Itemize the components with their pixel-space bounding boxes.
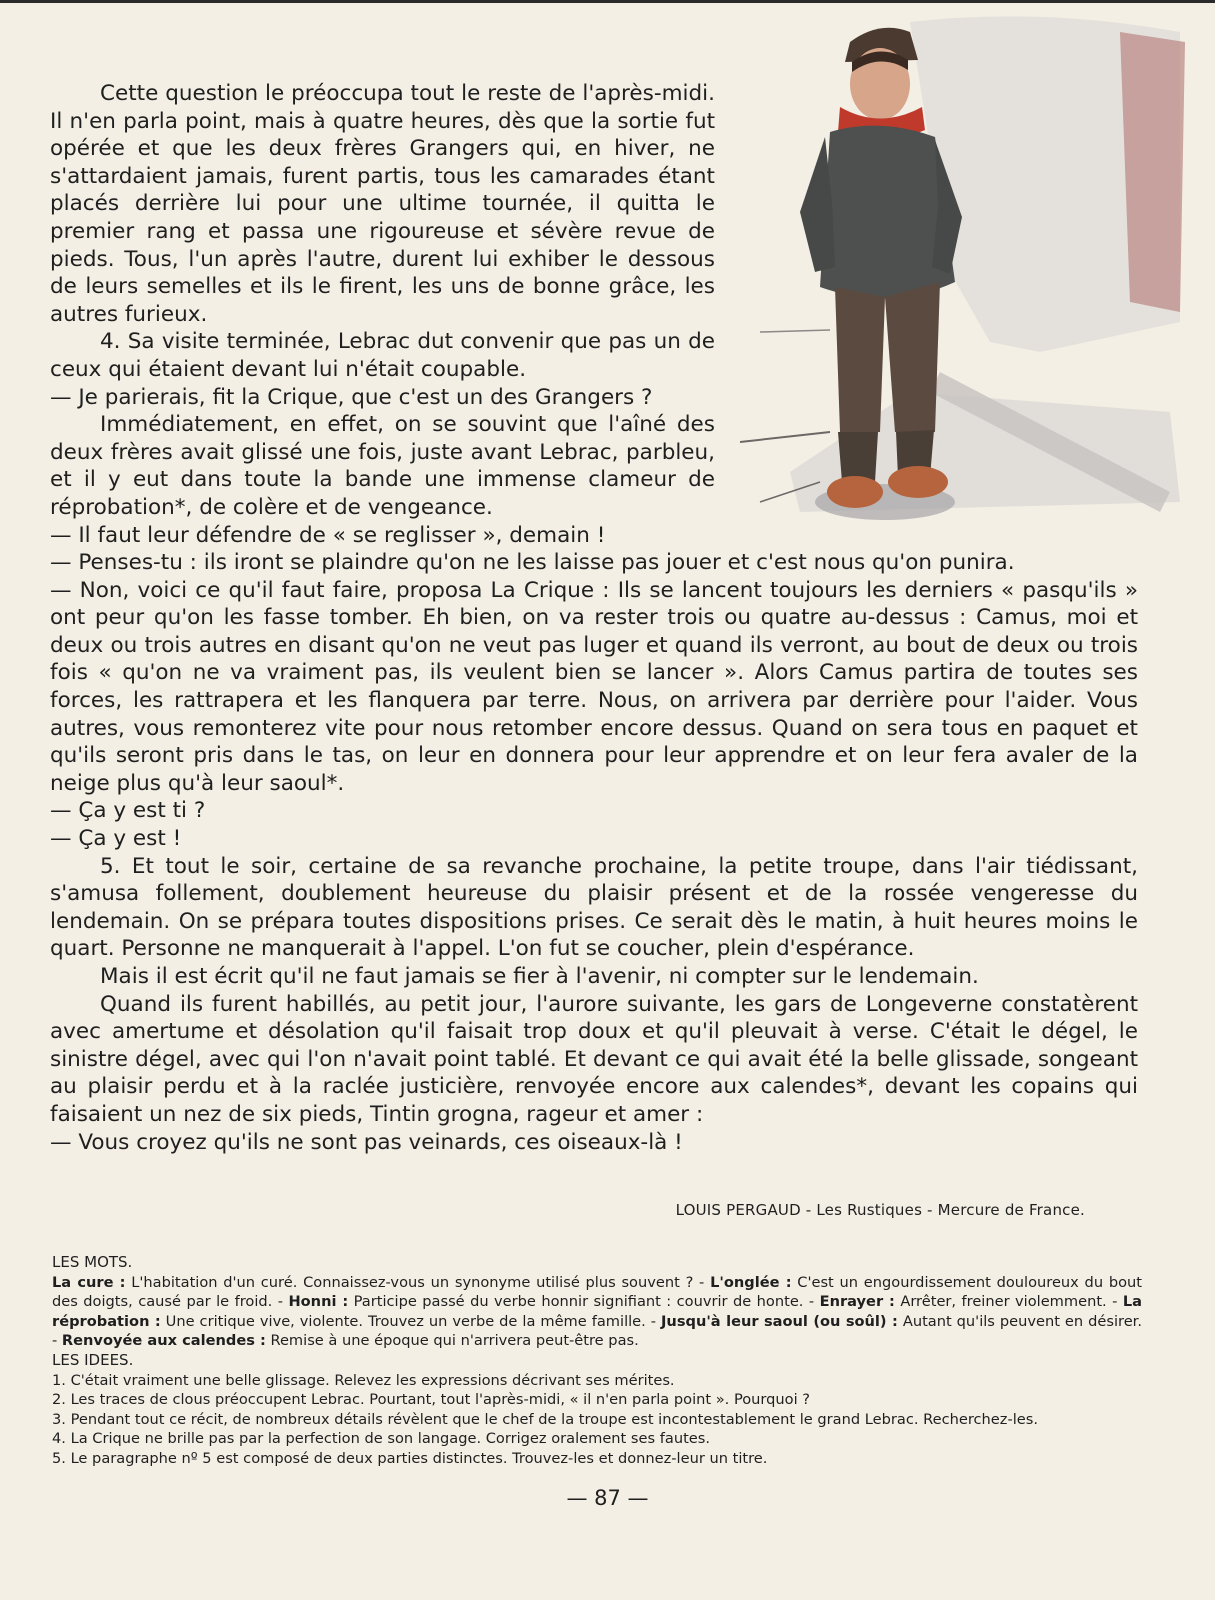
question-item: 4. La Crique ne brille pas par la perfection de son langage. Corrigez oralement ses fautes.: [52, 1430, 711, 1448]
term: Renvoyée aux calendes :: [61, 1332, 266, 1350]
term: Honni :: [288, 1293, 349, 1311]
term: L'onglée :: [710, 1273, 792, 1291]
definition: Participe passé du verbe honnir signifiant : couvrir de honte. -: [348, 1293, 820, 1311]
definition: Autant qu'ils peuvent en désirer. -: [52, 1312, 1142, 1350]
paragraph: Quand ils furent habillés, au petit jour, l'aurore suivante, les gars de Longeverne constatèrent avec amertume et désolation qu'il faisait trop doux et qu'il pleuvait à verse. C'était le dégel, le sinistre dégel, avec qui l'on n'avait point tablé. Et devant ce qui avait été la belle glissade, songeant au plaisir perdu et à la raclée justicière, renvoyée encore aux calendes*, devant les copains qui faisaient un nez de six pieds, Tintin grogna, rageur et amer :: [50, 991, 1138, 1127]
definition: C'est un engourdissement douloureux du bout des doigts, causé par le froid. -: [52, 1273, 1142, 1311]
question-item: 3. Pendant tout ce récit, de nombreux détails révèlent que le chef de la troupe est incontestablement le grand Lebrac. Recherchez-les.: [52, 1410, 1038, 1428]
definition: Arrêter, freiner violemment. -: [894, 1293, 1123, 1311]
term: Jusqu'à leur saoul (ou soûl) :: [661, 1312, 898, 1330]
question-item: 5. Le paragraphe nº 5 est composé de deux parties distinctes. Trouvez-les et donnez-leur un titre.: [52, 1449, 768, 1467]
term: La cure :: [52, 1273, 126, 1291]
question-item: 1. C'était vraiment une belle glissage. Relevez les expressions décrivant ses mérites.: [52, 1371, 675, 1389]
dialogue-line: — Ça y est !: [50, 826, 182, 852]
idees-heading: LES IDEES.: [52, 1350, 134, 1369]
dialogue-line: — Vous croyez qu'ils ne sont pas veinards, ces oiseaux-là !: [50, 1129, 683, 1155]
mots-heading: LES MOTS.: [52, 1253, 133, 1271]
dialogue-line: — Ça y est ti ?: [50, 798, 206, 824]
source-attribution: LOUIS PERGAUD - Les Rustiques - Mercure de France.: [675, 1201, 1085, 1219]
dialogue-line: — Je parierais, fit la Crique, que c'est un des Grangers ?: [50, 384, 653, 410]
top-rule: [0, 0, 1215, 3]
term: La réprobation :: [52, 1293, 1143, 1330]
term: Enrayer :: [819, 1293, 895, 1311]
study-notes: [52, 1253, 1142, 1469]
passage: [50, 80, 1140, 1156]
definition: Une critique vive, violente. Trouvez un verbe de la même famille. -: [160, 1312, 661, 1330]
paragraph: Mais il est écrit qu'il ne faut jamais se fier à l'avenir, ni compter sur le lendemain.: [100, 964, 979, 989]
dialogue-line: — Il faut leur défendre de « se reglisser », demain !: [50, 522, 606, 548]
question-item: 2. Les traces de clous préoccupent Lebrac. Pourtant, tout l'après-midi, « il n'en parla point ». Pourquoi ?: [52, 1391, 811, 1409]
dialogue-line: — Penses-tu : ils iront se plaindre qu'on ne les laisse pas jouer et c'est nous qu'on punira.: [50, 550, 1015, 576]
paragraph: Cette question le préoccupa tout le reste de l'après-midi. Il n'en parla point, mais à quatre heures, dès que la sortie fut opérée et que les deux frères Grangers qui, en hiver, ne s'attardaient jamais, furent partis, tous les camarades étant placés derrière lui pour une ultime tournée, il quitta le premier rang et passa une rigoureuse et sévère revue de pieds. Tous, l'un après l'autre, durent lui exhiber le dessous de leurs semelles et ils le firent, les uns de bonne grâce, les autres furieux.: [50, 81, 715, 327]
page-number: — 87 —: [566, 1486, 649, 1510]
definition: L'habitation d'un curé. Connaissez-vous un synonyme utilisé plus souvent ? -: [125, 1273, 711, 1291]
definition: Remise à une époque qui n'arrivera peut-être pas.: [265, 1332, 639, 1350]
paragraph: 4. Sa visite terminée, Lebrac dut convenir que pas un de ceux qui étaient devant lui n'était coupable.: [50, 329, 715, 382]
mots-definitions: [52, 1273, 1142, 1351]
paragraph: Immédiatement, en effet, on se souvint que l'aîné des deux frères avait glissé une fois, juste avant Lebrac, parbleu, et il y eut dans toute la bande une immense clameur de réprobation*, de colère et de vengeance.: [50, 412, 715, 520]
dialogue-line: — Non, voici ce qu'il faut faire, proposa La Crique : Ils se lancent toujours les derniers « pasqu'ils » ont peur qu'on les fasse tomber. Eh bien, on va rester trois ou quatre au-dessus : Camus, moi et deux ou trois autres en disant qu'on ne veut pas luger et quand ils verront, au bout de deux ou trois fois « qu'on ne va vraiment pas, ils veulent bien se lancer ». Alors Camus partira de toutes ses forces, les rattrapera et les flanquera par terre. Nous, on arrivera par derrière pour l'aider. Vous autres, vous remonterez vite pour nous retomber encore dessus. Quand on sera tous en paquet et qu'ils seront pris dans le tas, on leur en donnera pour leur apprendre et on leur fera avaler de la neige plus qu'à leur saoul*.: [50, 577, 1138, 796]
paragraph: 5. Et tout le soir, certaine de sa revanche prochaine, la petite troupe, dans l'air tiédissant, s'amusa follement, doublement heureuse du plaisir présent et de la rossée vengeresse du lendemain. On se prépara toutes dispositions prises. Ce serait dès le matin, à huit heures moins le quart. Personne ne manquerait à l'appel. L'on fut se coucher, plein d'espérance.: [50, 853, 1138, 962]
